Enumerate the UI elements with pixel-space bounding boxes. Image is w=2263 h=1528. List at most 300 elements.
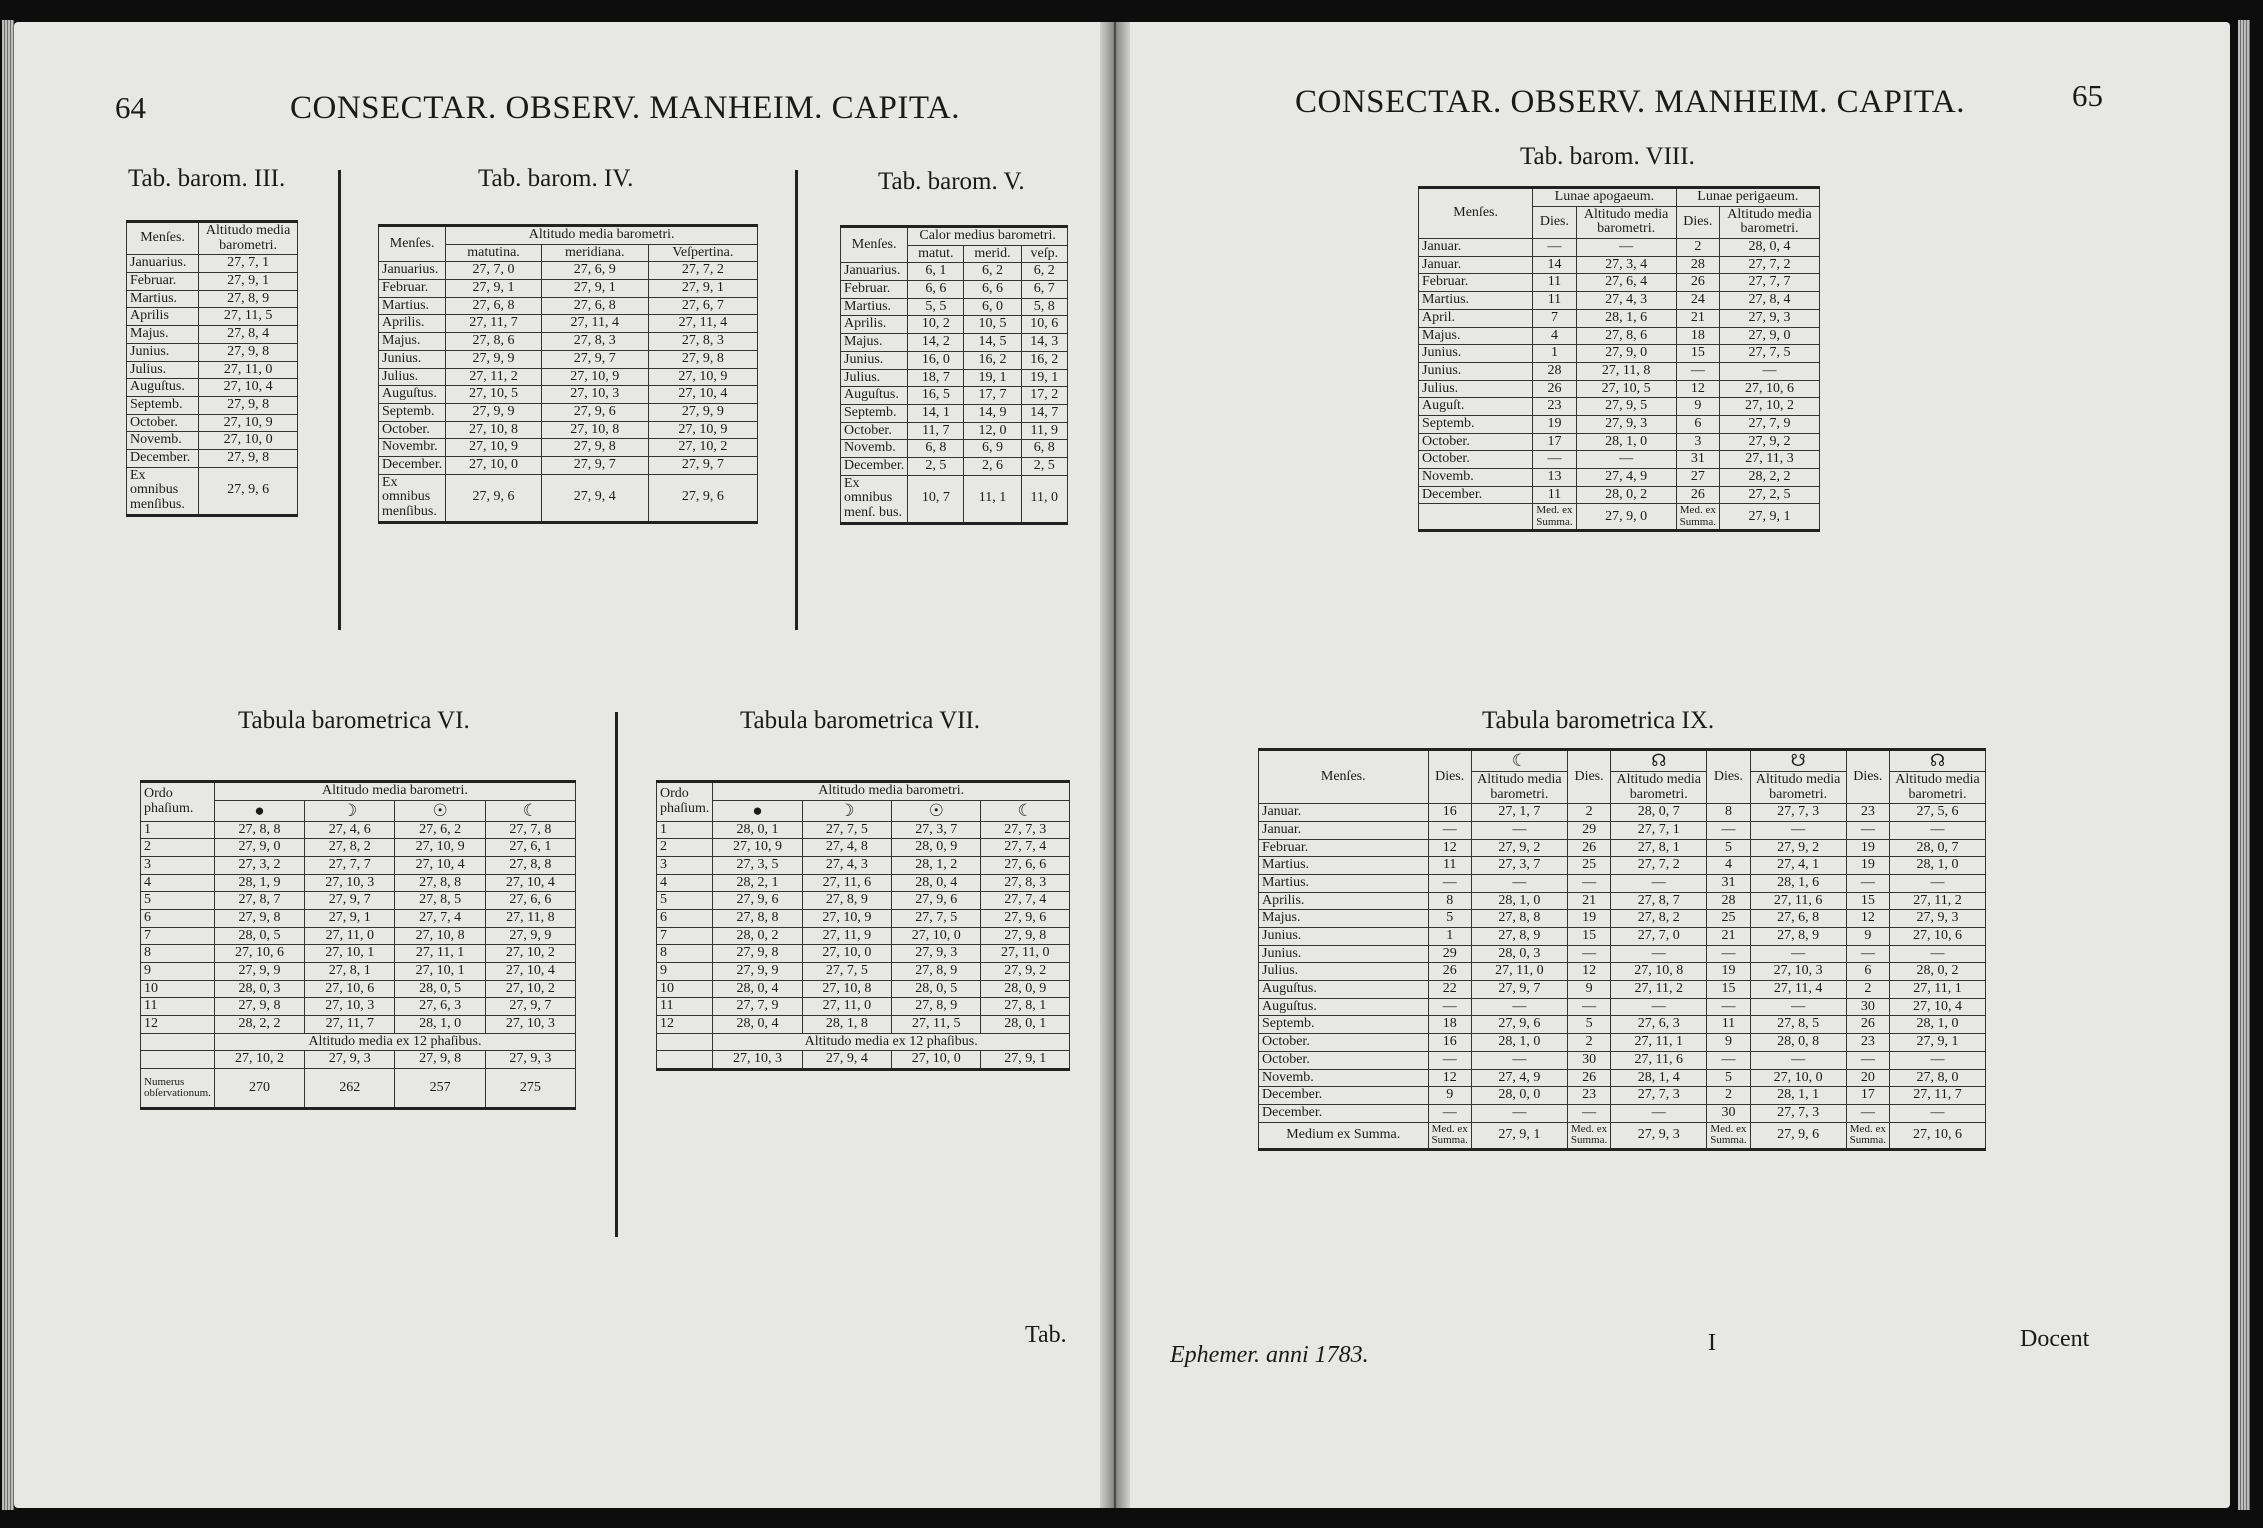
tab5-row	[841, 404, 1068, 422]
tab8-label: October.	[1419, 451, 1533, 469]
tab9-label: Julius.	[1259, 963, 1429, 981]
tab5-row	[841, 422, 1068, 440]
tab9-value: 26	[1428, 963, 1471, 981]
tab9-value: 5	[1567, 1016, 1610, 1034]
tab4-head-menses: Menſes.	[379, 226, 446, 262]
tab5-value: 6, 6	[964, 281, 1021, 299]
book-gutter	[1100, 22, 1130, 1508]
tab5-row	[841, 475, 1068, 523]
tab8-label: Julius.	[1419, 380, 1533, 398]
tab9-value: 27, 3, 7	[1471, 857, 1567, 875]
tab9-summa-value: 27, 9, 3	[1611, 1122, 1707, 1149]
tab5-value: 16, 2	[1021, 351, 1067, 369]
tab6-value: 28, 2, 2	[214, 1016, 304, 1034]
tab4-table	[378, 224, 758, 524]
tab6-row	[141, 980, 576, 998]
footer-ephemerides: Ephemer. anni 1783.	[1170, 1342, 1369, 1368]
tab9-label: Junius.	[1259, 928, 1429, 946]
tab6-head-alt: Altitudo media barometri.	[214, 782, 575, 801]
tab4-value: 27, 9, 7	[541, 456, 648, 474]
tab8-label: October.	[1419, 433, 1533, 451]
tab5-row	[841, 281, 1068, 299]
rule	[795, 170, 798, 630]
tab3-value: 27, 7, 1	[199, 255, 298, 273]
tab6-value: 27, 8, 8	[485, 856, 575, 874]
tab9-head-alt: Altitudo media barometri.	[1750, 771, 1846, 803]
tab9-label: Majus.	[1259, 910, 1429, 928]
tab3-value: 27, 10, 9	[199, 414, 298, 432]
tab9-value: 27, 10, 4	[1890, 998, 1986, 1016]
tab9-value: 31	[1707, 874, 1750, 892]
new-moon-icon: ●	[214, 800, 304, 821]
tab6-value: 27, 8, 8	[395, 874, 485, 892]
tab6-value: 27, 6, 1	[485, 839, 575, 857]
tab4-row	[379, 315, 758, 333]
tab4-row	[379, 421, 758, 439]
tab4-label: Februar.	[379, 280, 446, 298]
tab9-value: —	[1890, 821, 1986, 839]
tab6-row	[141, 839, 576, 857]
tab5-value: 10, 6	[1021, 316, 1067, 334]
tab9-value: 27, 6, 8	[1750, 910, 1846, 928]
tab9-value: —	[1846, 1051, 1889, 1069]
tab9-head-dies: Dies.	[1567, 750, 1610, 804]
tab9-value: 27, 4, 9	[1471, 1069, 1567, 1087]
first-quarter-icon: ☽	[802, 800, 891, 821]
tab7-value: 27, 10, 0	[892, 927, 981, 945]
tab8-head-dies: Dies.	[1676, 206, 1719, 238]
tab9-label: Januar.	[1259, 821, 1429, 839]
tab6-value: 27, 6, 6	[485, 892, 575, 910]
tab9-head-menses: Menſes.	[1259, 750, 1429, 804]
tab4-value: 27, 9, 6	[541, 403, 648, 421]
tab4-value: 27, 9, 1	[446, 280, 542, 298]
tab9-value: —	[1428, 821, 1471, 839]
tab9-value: —	[1846, 821, 1889, 839]
tab9-value: 27, 9, 6	[1471, 1016, 1567, 1034]
full-moon-icon: ☉	[892, 800, 981, 821]
tab9-label: Auguſtus.	[1259, 998, 1429, 1016]
tab7-label: 3	[657, 856, 713, 874]
tab7-value: 27, 9, 8	[713, 945, 802, 963]
tab9-value: 27, 8, 8	[1471, 910, 1567, 928]
tab7-value: 27, 9, 3	[892, 945, 981, 963]
tab6-value: 27, 8, 7	[214, 892, 304, 910]
moon-icon: ☾	[1471, 750, 1567, 772]
tab6-value: 27, 10, 4	[485, 874, 575, 892]
tab7-value: 27, 9, 9	[713, 963, 802, 981]
tab9-value: 1	[1428, 928, 1471, 946]
tab7-value: 27, 11, 0	[802, 998, 891, 1016]
tab8-head-menses: Menſes.	[1419, 188, 1533, 239]
tab9-value: —	[1750, 821, 1846, 839]
tab6-value: 27, 10, 4	[395, 856, 485, 874]
running-head-right: CONSECTAR. OBSERV. MANHEIM. CAPITA.	[1295, 84, 1965, 120]
tab9-value: 30	[1846, 998, 1889, 1016]
tab3-row	[127, 432, 298, 450]
tab6-value: 27, 6, 2	[395, 821, 485, 839]
tab7-row	[657, 998, 1070, 1016]
tab7-value: 27, 8, 3	[981, 874, 1070, 892]
tab7-value: 28, 0, 4	[892, 874, 981, 892]
tab9-value: 15	[1567, 928, 1610, 946]
tab8-value: 28, 0, 2	[1576, 486, 1676, 504]
tab6-row	[141, 892, 576, 910]
tab6-row	[141, 874, 576, 892]
tab8-value: 12	[1676, 380, 1719, 398]
tab5-row	[841, 298, 1068, 316]
tab9-value: 27, 7, 2	[1611, 857, 1707, 875]
tab4-label: Junius.	[379, 350, 446, 368]
tab9-value: 27, 8, 1	[1611, 839, 1707, 857]
tab4-label: October.	[379, 421, 446, 439]
rule	[615, 712, 618, 1237]
tab4-value: 27, 10, 9	[446, 439, 542, 457]
tab4-row	[379, 403, 758, 421]
tab9-row	[1259, 981, 1986, 999]
tab4-value: 27, 9, 1	[648, 280, 757, 298]
tab9-value: 28, 0, 7	[1611, 804, 1707, 822]
tab5-value: 6, 6	[908, 281, 964, 299]
tab8-value: 28, 1, 0	[1576, 433, 1676, 451]
tab5-value: 11, 0	[1021, 475, 1067, 523]
tab5-label: Februar.	[841, 281, 908, 299]
tab4-col-1: matutina.	[446, 244, 542, 262]
tab9-value: 2	[1567, 1034, 1610, 1052]
descending-node-icon: ☋	[1750, 750, 1846, 772]
tab8-value: 7	[1533, 309, 1576, 327]
tab5-label: Septemb.	[841, 404, 908, 422]
tab7-row	[657, 874, 1070, 892]
tab9-value: 26	[1846, 1016, 1889, 1034]
tab9-value: 27, 8, 9	[1471, 928, 1567, 946]
tab3-row	[127, 449, 298, 467]
tab6-label: 11	[141, 998, 215, 1016]
tab7-value: 28, 0, 1	[981, 1016, 1070, 1034]
tab9-label: Februar.	[1259, 839, 1429, 857]
tab8-row	[1419, 256, 1820, 274]
tab8-summa-value: 27, 9, 1	[1720, 504, 1820, 531]
tab8-value: 23	[1533, 398, 1576, 416]
tab4-label: Aprilis.	[379, 315, 446, 333]
tab8-value: 27, 11, 3	[1720, 451, 1820, 469]
tab4-label: Novembr.	[379, 439, 446, 457]
tab7-summary-value: 27, 10, 3	[713, 1051, 802, 1070]
tab8-value: 27, 4, 3	[1576, 292, 1676, 310]
tab4-value: 27, 9, 9	[648, 403, 757, 421]
tab9-value: —	[1750, 1051, 1846, 1069]
tab6-value: 27, 10, 2	[485, 945, 575, 963]
tab7-value: 27, 8, 1	[981, 998, 1070, 1016]
tab7-head-ordo: Ordo phaſium.	[657, 782, 713, 822]
tab8-value: 26	[1676, 274, 1719, 292]
tab6-label: 9	[141, 963, 215, 981]
tab4-value: 27, 11, 4	[648, 315, 757, 333]
tab8-label: December.	[1419, 486, 1533, 504]
tab9-value: 17	[1846, 1087, 1889, 1105]
tab6-summary-value: 27, 10, 2	[214, 1051, 304, 1069]
tab8-head-apogee: Lunae apogaeum.	[1533, 188, 1676, 207]
tab4-value: 27, 9, 7	[541, 350, 648, 368]
tab6-numerus-value: 270	[214, 1069, 304, 1109]
tab9-row	[1259, 963, 1986, 981]
tab8-value: 27, 9, 2	[1720, 433, 1820, 451]
tab4-row	[379, 297, 758, 315]
tab9-value: —	[1567, 1104, 1610, 1122]
tab5-row	[841, 263, 1068, 281]
tab7-value: 28, 0, 1	[713, 821, 802, 839]
tab7-value: 28, 1, 8	[802, 1016, 891, 1034]
tab7-value: 27, 7, 9	[713, 998, 802, 1016]
tab6-value: 27, 3, 2	[214, 856, 304, 874]
tab9-label: Aprilis.	[1259, 892, 1429, 910]
tab5-value: 14, 2	[908, 334, 964, 352]
tab5-value: 14, 1	[908, 404, 964, 422]
tab9-value: 21	[1707, 928, 1750, 946]
tab5-value: 6, 1	[908, 263, 964, 281]
tab8-row	[1419, 239, 1820, 257]
tab8-value: —	[1720, 362, 1820, 380]
tab6-row	[141, 927, 576, 945]
tab6-label: 3	[141, 856, 215, 874]
tab3-row	[127, 255, 298, 273]
tab7-summary-row	[657, 1051, 1070, 1070]
tab6-label: 4	[141, 874, 215, 892]
tab6-row	[141, 909, 576, 927]
tab9-value: —	[1567, 945, 1610, 963]
tab9-value: 9	[1567, 981, 1610, 999]
tab4-col-2: meridiana.	[541, 244, 648, 262]
tab6-summary-label-row	[141, 1033, 576, 1051]
tab3-value: 27, 9, 8	[199, 396, 298, 414]
tab4-value: 27, 10, 9	[541, 368, 648, 386]
tab7-value: 28, 0, 4	[713, 1016, 802, 1034]
tab8-value: 27, 9, 0	[1720, 327, 1820, 345]
tab3-row	[127, 343, 298, 361]
tab3-value: 27, 8, 4	[199, 326, 298, 344]
tab8-value: 27, 4, 9	[1576, 469, 1676, 487]
tab9-value: 27, 11, 1	[1611, 1034, 1707, 1052]
tab8-value: 28, 2, 2	[1720, 469, 1820, 487]
tab3-label: Ex omnibus menſibus.	[127, 467, 199, 515]
tab9-value: —	[1471, 1104, 1567, 1122]
tab5-value: 11, 7	[908, 422, 964, 440]
tab8-head-alt: Altitudo media barometri.	[1720, 206, 1820, 238]
tab9-row	[1259, 945, 1986, 963]
tab6-head-ordo: Ordo phaſium.	[141, 782, 215, 822]
tab7-label: 1	[657, 821, 713, 839]
tab3-head-menses: Menſes.	[127, 222, 199, 255]
tab8-value: 24	[1676, 292, 1719, 310]
tab5-label: Ex omnibus menſ. bus.	[841, 475, 908, 523]
tab9-value: 28	[1707, 892, 1750, 910]
tab7-value: 28, 0, 9	[892, 839, 981, 857]
tab6-summary-value: 27, 9, 8	[395, 1051, 485, 1069]
tab6-value: 27, 8, 2	[305, 839, 395, 857]
tab6-value: 27, 10, 1	[395, 963, 485, 981]
tab3-row	[127, 273, 298, 291]
tab4-value: 27, 10, 8	[446, 421, 542, 439]
tab7-value: 27, 11, 5	[892, 1016, 981, 1034]
tab8-value: 27, 7, 5	[1720, 345, 1820, 363]
tab9-row	[1259, 928, 1986, 946]
tab9-value: 2	[1567, 804, 1610, 822]
tab8-row	[1419, 451, 1820, 469]
tab3-row	[127, 361, 298, 379]
tab9-value: —	[1611, 998, 1707, 1016]
tab4-value: 27, 9, 8	[648, 350, 757, 368]
tab9-value: 29	[1428, 945, 1471, 963]
tab9-value: —	[1471, 1051, 1567, 1069]
tab8-value: 11	[1533, 486, 1576, 504]
last-quarter-icon: ☾	[981, 800, 1070, 821]
tab6-row	[141, 821, 576, 839]
tab8-value: 13	[1533, 469, 1576, 487]
tab6-label: 1	[141, 821, 215, 839]
tab7-label: 7	[657, 927, 713, 945]
tab4-value: 27, 10, 9	[648, 421, 757, 439]
tab9-value: 27, 5, 6	[1890, 804, 1986, 822]
tab6-label: 10	[141, 980, 215, 998]
tab6-value: 27, 9, 8	[214, 998, 304, 1016]
tab9-value: 26	[1567, 839, 1610, 857]
tab6-numerus-value: 257	[395, 1069, 485, 1109]
tab9-value: 28, 0, 2	[1890, 963, 1986, 981]
tab9-summa-label: Med. ex Summa.	[1567, 1122, 1610, 1149]
tab9-value: —	[1750, 945, 1846, 963]
tab9-value: 23	[1567, 1087, 1610, 1105]
tab3-label: December.	[127, 449, 199, 467]
tab7-row	[657, 821, 1070, 839]
tab5-row	[841, 440, 1068, 458]
tab8-value: 27, 9, 0	[1576, 345, 1676, 363]
tab9-value: 19	[1846, 857, 1889, 875]
tab9-summa-value: 27, 9, 6	[1750, 1122, 1846, 1149]
tab9-value: 27, 8, 9	[1750, 928, 1846, 946]
tab5-value: 6, 0	[964, 298, 1021, 316]
tab6-value: 28, 0, 5	[395, 980, 485, 998]
tab4-value: 27, 10, 4	[648, 386, 757, 404]
tab9-value: 27, 11, 4	[1750, 981, 1846, 999]
tab6-value: 28, 0, 5	[214, 927, 304, 945]
tab6-value: 27, 10, 1	[305, 945, 395, 963]
tab5-label: October.	[841, 422, 908, 440]
tab6-value: 27, 11, 1	[395, 945, 485, 963]
tab5-value: 14, 9	[964, 404, 1021, 422]
tab4-value: 27, 10, 9	[648, 368, 757, 386]
tab7-value: 27, 6, 6	[981, 856, 1070, 874]
tab6-summary-label: Altitudo media ex 12 phaſibus.	[214, 1033, 575, 1051]
tab6-label: 2	[141, 839, 215, 857]
tab9-row	[1259, 910, 1986, 928]
tab4-value: 27, 7, 2	[648, 262, 757, 280]
rule	[338, 170, 341, 630]
tab5-value: 6, 8	[1021, 440, 1067, 458]
tab9-value: 27, 11, 7	[1890, 1087, 1986, 1105]
tab7-head-alt: Altitudo media barometri.	[713, 782, 1070, 801]
tab8-value: 26	[1676, 486, 1719, 504]
tab4-value: 27, 9, 9	[446, 350, 542, 368]
tab8-value: 27, 9, 3	[1720, 309, 1820, 327]
tab6-value: 27, 8, 8	[214, 821, 304, 839]
tab8-value: 2	[1676, 239, 1719, 257]
tab9-value: 27, 11, 2	[1611, 981, 1707, 999]
tab4-title: Tab. barom. IV.	[478, 165, 634, 192]
tab6-label: 12	[141, 1016, 215, 1034]
tab9-value: 30	[1567, 1051, 1610, 1069]
tab5-value: 12, 0	[964, 422, 1021, 440]
tab4-row	[379, 368, 758, 386]
tab9-row	[1259, 874, 1986, 892]
tab5-value: 10, 2	[908, 316, 964, 334]
tab9-value: 27, 10, 3	[1750, 963, 1846, 981]
tab8-row	[1419, 380, 1820, 398]
tab7-row	[657, 1016, 1070, 1034]
tab9-value: 8	[1428, 892, 1471, 910]
tab7-value: 27, 11, 0	[981, 945, 1070, 963]
tab9-label: Junius.	[1259, 945, 1429, 963]
tab4-row	[379, 280, 758, 298]
tab5-label: Novemb.	[841, 440, 908, 458]
tab9-value: —	[1567, 874, 1610, 892]
tab9-label: Januar.	[1259, 804, 1429, 822]
tab8-head-dies: Dies.	[1533, 206, 1576, 238]
tab7-label: 5	[657, 892, 713, 910]
tab4-value: 27, 10, 3	[541, 386, 648, 404]
tab3-title: Tab. barom. III.	[128, 165, 286, 192]
tab9-label: October.	[1259, 1034, 1429, 1052]
tab3-value: 27, 9, 1	[199, 273, 298, 291]
tab9-value: 28, 1, 0	[1471, 1034, 1567, 1052]
tab4-value: 27, 10, 5	[446, 386, 542, 404]
tab9-value: 12	[1846, 910, 1889, 928]
tab9-value: 27, 8, 0	[1890, 1069, 1986, 1087]
tab6-value: 27, 8, 5	[395, 892, 485, 910]
tab9-value: —	[1890, 945, 1986, 963]
tab7-row	[657, 892, 1070, 910]
tab5-label: Julius.	[841, 369, 908, 387]
tab7-label: 11	[657, 998, 713, 1016]
tab9-value: 27, 7, 3	[1611, 1087, 1707, 1105]
tab4-value: 27, 8, 3	[648, 333, 757, 351]
tab8-value: 27, 7, 7	[1720, 274, 1820, 292]
tab7-label: 10	[657, 980, 713, 998]
tab5-col-1: matut.	[908, 245, 964, 263]
tab7-value: 27, 3, 5	[713, 856, 802, 874]
tab5-label: Majus.	[841, 334, 908, 352]
tab9-summa-value: 27, 10, 6	[1890, 1122, 1986, 1149]
tab8-value: 3	[1676, 433, 1719, 451]
tab8-row	[1419, 292, 1820, 310]
tab5-value: 6, 7	[1021, 281, 1067, 299]
tab3-row	[127, 396, 298, 414]
page-number-right: 65	[2072, 78, 2103, 113]
tab5-row	[841, 457, 1068, 475]
tab9-value: —	[1611, 1104, 1707, 1122]
tab5-label: Auguſtus.	[841, 387, 908, 405]
tab6-summary-row	[141, 1051, 576, 1069]
tab9-head-alt: Altitudo media barometri.	[1471, 771, 1567, 803]
tab6-label: 8	[141, 945, 215, 963]
tab5-value: 16, 5	[908, 387, 964, 405]
tab8-value: 27, 9, 3	[1576, 415, 1676, 433]
tab6-numerus-value: 275	[485, 1069, 575, 1109]
tab8-value: 27, 7, 2	[1720, 256, 1820, 274]
tab8-summa-value: 27, 9, 0	[1576, 504, 1676, 531]
tab9-value: 28, 0, 3	[1471, 945, 1567, 963]
ascending-node-icon: ☊	[1890, 750, 1986, 772]
tab9-value: 21	[1567, 892, 1610, 910]
